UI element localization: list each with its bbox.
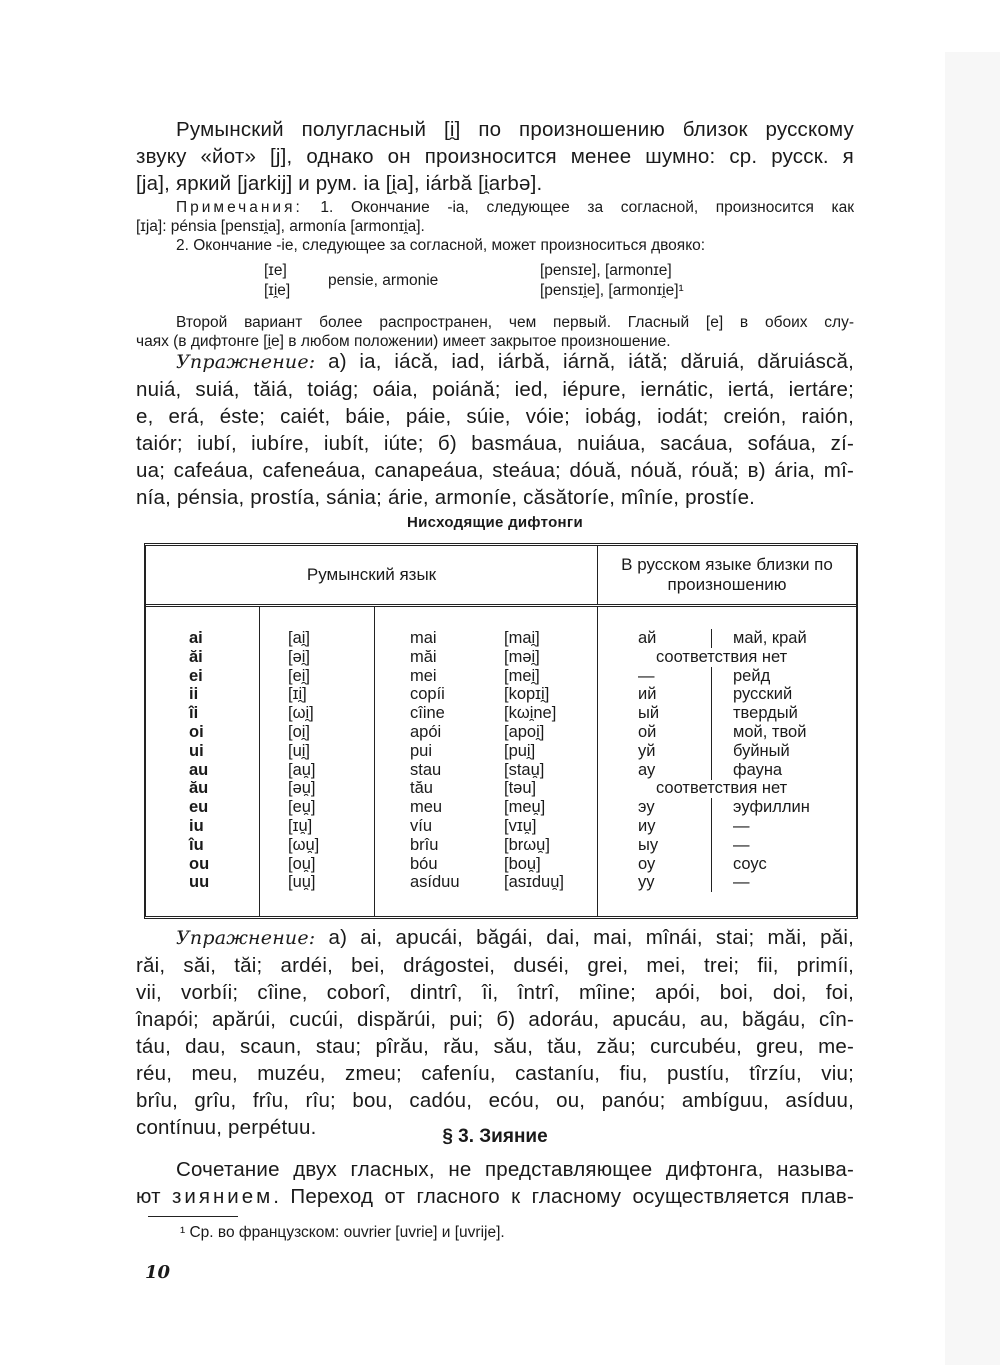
- notes-line-3: 2. Окончание -ie, следующее за согласной, может произноситься двояко:: [176, 237, 706, 254]
- cell-ex: mei: [410, 666, 437, 685]
- variants-block: [136, 259, 854, 305]
- text-line: [ja], яркий [jarkij] и рум. ia [i̯a], iárbă [i̯arbə].: [136, 172, 543, 195]
- cell-exipa: [pui̯]: [504, 741, 536, 760]
- table-row: [146, 723, 856, 742]
- cell-dip: uu: [189, 873, 210, 892]
- column-divider: [711, 836, 712, 855]
- table-row: [146, 817, 856, 836]
- cell-ru: —: [638, 666, 655, 685]
- table-row: [146, 704, 856, 723]
- cell-ex: meu: [410, 798, 443, 817]
- table-row: [146, 798, 856, 817]
- cell-ipa: [ɪi̯]: [288, 685, 307, 704]
- exercise-1: [136, 348, 854, 511]
- notes-line-5: чаях (в дифтонге [i̯e] в любом положении) имеет закрытое произношение.: [136, 333, 671, 350]
- cell-ex: pui: [410, 741, 433, 760]
- variant-ipa-a: [ɪe]: [264, 262, 287, 279]
- emphasized-term: зиянием: [172, 1185, 274, 1208]
- cell-exipa: [bou̯]: [504, 854, 541, 873]
- notes-line-2: [ɪja]: pénsia [pensɪi̯a], armonía [armonɪi̯a].: [136, 218, 425, 235]
- variant-trans-a: [pensɪe], [armonɪe]: [540, 262, 672, 279]
- cell-none: соответствия нет: [656, 647, 788, 666]
- cell-dip: au: [189, 760, 209, 779]
- cell-dip: ui: [189, 741, 204, 760]
- cell-none: соответствия нет: [656, 779, 788, 798]
- cell-ipa: [oi̯]: [288, 723, 311, 741]
- text-line: nuiá, suiá, tăiá, toiág; oáia, poiánă; ied, iépure, iernátic, iertá, iertáre;: [136, 378, 854, 401]
- cell-ipa: [ui̯]: [288, 741, 311, 760]
- cell-ru: ый: [638, 704, 660, 723]
- cell-exipa: [brωu̯]: [504, 835, 550, 854]
- cell-ipa: [ɪu̯]: [288, 817, 313, 835]
- table-row: [146, 836, 856, 855]
- text-line: nía, pénsia, prostía, sánia; árie, armoníe, căsătoríe, mîníe, prostíe.: [136, 486, 756, 509]
- text-line: Упражнение: а) ai, apucái, băgái, dai, mai, mînái, stai; măi, păi,: [176, 926, 854, 949]
- cell-ex: apói: [410, 723, 442, 741]
- cell-exipa: [mei̯]: [504, 666, 540, 685]
- cell-ex: copíi: [410, 685, 445, 704]
- cell-ru: оу: [638, 854, 656, 873]
- cell-exipa: [apoi̯]: [504, 723, 545, 741]
- cell-ruex: соус: [733, 854, 767, 873]
- cell-ex: mai: [410, 629, 437, 647]
- cell-ru: уй: [638, 741, 656, 760]
- cell-ruex: буйный: [733, 741, 790, 760]
- cell-ruex: рейд: [733, 666, 771, 685]
- cell-exipa: [meu̯]: [504, 798, 546, 817]
- column-divider: [711, 723, 712, 742]
- column-divider: [711, 855, 712, 874]
- cell-ipa: [ωi̯]: [288, 704, 314, 723]
- cell-dip: ii: [189, 685, 199, 704]
- cell-ipa: [uu̯]: [288, 873, 316, 892]
- cell-ex: măi: [410, 647, 437, 666]
- cell-dip: îu: [189, 835, 204, 854]
- exercise-label: Упражнение:: [176, 351, 316, 373]
- table-header: [146, 546, 856, 607]
- cell-dip: ăi: [189, 647, 203, 666]
- cell-exipa: [kωi̯ne]: [504, 704, 557, 723]
- cell-ipa: [əu̯]: [288, 779, 316, 798]
- cell-ipa: [ωu̯]: [288, 835, 320, 854]
- text-line: e, erá, éste; caiét, báie, páie, súie, vóie; iobág, iodát; creión, raión,: [136, 405, 854, 428]
- cell-dip: ei: [189, 666, 203, 685]
- cell-exipa: [asɪduu̯]: [504, 873, 564, 892]
- cell-ex: víu: [410, 817, 433, 835]
- text-line: contínuu, perpétuu.: [136, 1116, 317, 1139]
- variant-ipa-b: [ɪi̯e]: [264, 282, 291, 299]
- variant-words: pensie, armonie: [328, 272, 439, 289]
- text-line: ют зиянием. Переход от гласного к гласному осуществляется плав-: [136, 1185, 855, 1208]
- cell-exipa: [vɪu̯]: [504, 817, 537, 835]
- table-row: [146, 648, 856, 667]
- column-divider: [711, 873, 712, 892]
- cell-ipa: [au̯]: [288, 760, 316, 779]
- cell-ipa: [ei̯]: [288, 666, 311, 685]
- cell-ru: ай: [638, 629, 657, 647]
- cell-ipa: [ou̯]: [288, 854, 316, 873]
- text-line: звуку «йот» [j], однако он произносится менее шумно: ср. русск. я: [136, 145, 854, 168]
- text-line: răi, săi, tăi; ardéi, bei, drágostei, duséi, grei, mei, trei; fii, primíi,: [136, 954, 854, 977]
- page-number: 10: [145, 1262, 171, 1283]
- exercise-2: [136, 924, 854, 1141]
- table-caption: Нисходящие дифтонги: [406, 514, 583, 531]
- text-line: Упражнение: а) ia, iácă, iad, iárbă, iárnă, iátă; dăruiá, dăruiáscă,: [176, 350, 854, 373]
- diphthong-table: [144, 543, 858, 919]
- cell-ipa: [ai̯]: [288, 629, 311, 647]
- column-divider: [711, 761, 712, 780]
- cell-ruex: —: [733, 817, 750, 835]
- text-line: Сочетание двух гласных, не представляющее дифтонга, называ-: [176, 1158, 854, 1181]
- cell-exipa: [kopɪi̯]: [504, 685, 550, 704]
- section-3-paragraph: [136, 1156, 854, 1210]
- text-line: réu, meu, muzéu, zmeu; cafeníu, castaníu, fiu, pustíu, tîrzíu, viu;: [136, 1062, 854, 1085]
- text-line: înapói; apărúi, cucúi, dispărúi, pui; б) adoráu, apucáu, au, băgáu, cîn-: [136, 1008, 854, 1031]
- cell-exipa: [məi̯]: [504, 647, 540, 666]
- header-romanian: Румынский язык: [146, 546, 598, 604]
- cell-ru: эу: [638, 798, 655, 817]
- cell-dip: îi: [189, 704, 199, 723]
- table-row: [146, 742, 856, 761]
- cell-ex: stau: [410, 760, 442, 779]
- table-row: [146, 667, 856, 686]
- variant-trans-b: [pensɪi̯e], [armonɪi̯e]¹: [540, 282, 684, 299]
- cell-ru: уу: [638, 873, 655, 892]
- cell-ex: bóu: [410, 854, 438, 873]
- table-row: [146, 685, 856, 704]
- table-row: [146, 779, 856, 798]
- cell-ru: ой: [638, 723, 657, 741]
- cell-ruex: —: [733, 873, 750, 892]
- footnote-rule: [148, 1216, 238, 1217]
- notes-label: Примечания:: [176, 199, 303, 216]
- text-line: brîu, grîu, frîu, rîu; bou, cadóu, ecóu, ou, panóu; ambíguu, asíduu,: [136, 1089, 854, 1112]
- cell-ruex: —: [733, 835, 750, 854]
- cell-ruex: эуфиллин: [733, 798, 810, 817]
- cell-dip: iu: [189, 817, 204, 835]
- text-line: taiór; iubí, iubíre, iubít, iúte; б) basmáua, nuiáua, sacáua, sofáua, zí-: [136, 432, 854, 455]
- paragraph-semivowel: [136, 116, 854, 197]
- cell-dip: ai: [189, 629, 203, 647]
- notes-line-4: Второй вариант более распространен, чем первый. Гласный [e] в обоих слу-: [176, 314, 854, 331]
- cell-ruex: русский: [733, 685, 793, 704]
- cell-ipa: [eu̯]: [288, 798, 316, 817]
- cell-ex: cîine: [410, 704, 445, 723]
- cell-ruex: мой, твой: [733, 723, 807, 741]
- table-row: [146, 873, 856, 892]
- exercise-label: Упражнение:: [176, 927, 316, 949]
- page-edge: [945, 52, 1000, 1365]
- table-body: [146, 607, 856, 916]
- column-divider: [711, 629, 712, 648]
- cell-dip: ău: [189, 779, 209, 798]
- table-row: [146, 629, 856, 648]
- cell-ex: brîu: [410, 835, 439, 854]
- cell-exipa: [mai̯]: [504, 629, 540, 647]
- cell-ru: ыу: [638, 835, 659, 854]
- column-divider: [711, 798, 712, 817]
- text-line: táu, dau, scaun, stau; pîrău, rău, său, tău, zău; curcubéu, greu, me-: [136, 1035, 854, 1058]
- cell-ru: иу: [638, 817, 656, 835]
- cell-ipa: [əi̯]: [288, 647, 311, 666]
- column-divider: [711, 742, 712, 761]
- cell-exipa: [təu]: [504, 779, 537, 798]
- table-row: [146, 855, 856, 874]
- section-heading: § 3. Зияние: [442, 1126, 548, 1147]
- cell-dip: ou: [189, 854, 210, 873]
- cell-ru: ау: [638, 760, 656, 779]
- cell-ex: tău: [410, 779, 433, 798]
- cell-dip: oi: [189, 723, 204, 741]
- cell-ruex: фауна: [733, 760, 783, 779]
- cell-exipa: [stau̯]: [504, 760, 545, 779]
- column-divider: [711, 704, 712, 723]
- cell-ru: ий: [638, 685, 657, 704]
- cell-ruex: твердый: [733, 704, 798, 723]
- column-divider: [711, 817, 712, 836]
- text-line: vii, vorbíi; cîine, coborî, dintrî, îi, întrî, mîine; apói, boi, doi, foi,: [136, 981, 854, 1004]
- column-divider: [711, 667, 712, 686]
- header-russian: В русском языке близки по произношению: [621, 555, 833, 594]
- footnote: ¹ Ср. во французском: ouvrier [uvrie] и [uvrije].: [180, 1224, 505, 1241]
- text-line: Румынский полугласный [i̯] по произношению близок русскому: [176, 118, 854, 141]
- cell-dip: eu: [189, 798, 209, 817]
- cell-ex: asíduu: [410, 873, 460, 892]
- text-line: ua; cafeáua, cafeneáua, canapeáua, steáua; dóuă, nóuă, róuă; в) ária, mî-: [136, 459, 854, 482]
- cell-ruex: май, край: [733, 629, 807, 647]
- notes-block: [136, 198, 854, 351]
- column-divider: [711, 685, 712, 704]
- notes-line-1: Примечания: 1. Окончание -ia, следующее за согласной, произносится как: [176, 199, 854, 216]
- table-row: [146, 761, 856, 780]
